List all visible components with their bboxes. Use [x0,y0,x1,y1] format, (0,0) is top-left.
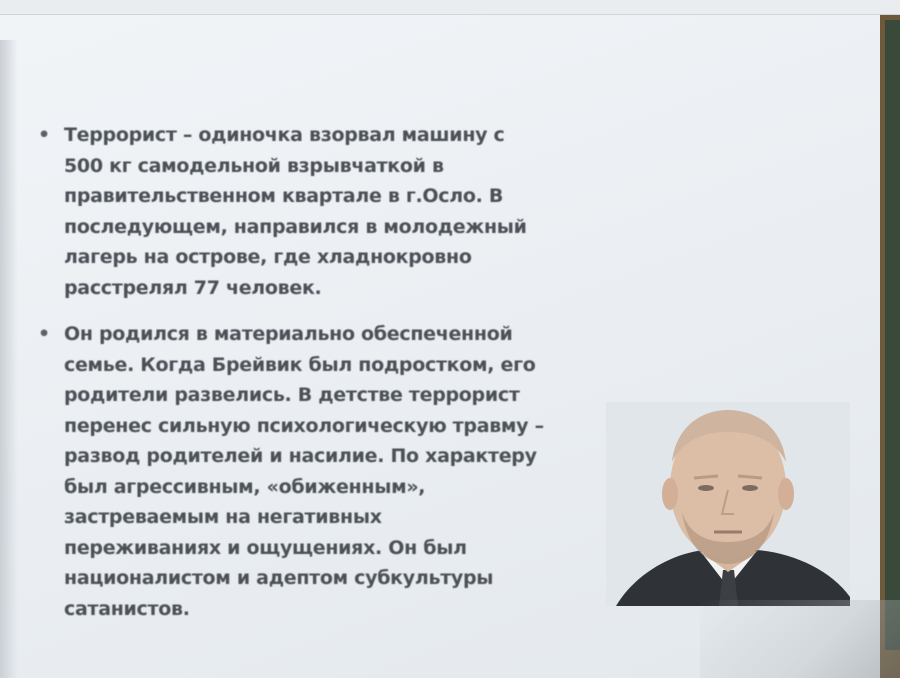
bullet-item-1 [38,120,558,303]
portrait-photo [606,402,850,606]
bullet-text: Он родился в материально обеспеченной семье. Когда Брейвик был подростком, его родители развелись. В детстве террорист перенес сильную психологическую травму – развод родителей и насилие. По характеру был агрессивным, «обиженным», застреваемым на негативных переживаниях и ощущениях. Он был националистом и адептом субкультуры сатанистов. [64,323,544,620]
screen-frame-inner [885,20,900,650]
bullet-marker: • [38,124,50,146]
bullet-item-2 [38,319,558,624]
screen-glare [700,600,900,678]
portrait-image [606,402,850,606]
bullet-marker: • [38,323,50,345]
top-strip [0,0,900,15]
left-edge-shadow [0,40,18,678]
bullet-list [38,120,558,640]
bullet-text: Террорист – одиночка взорвал машину с 500 кг самодельной взрывчаткой в правительственном квартале в г.Осло. В последующем, направился в молодежный лагерь на острове, где хладнокровно расстрелял 77 человек. [64,124,527,299]
